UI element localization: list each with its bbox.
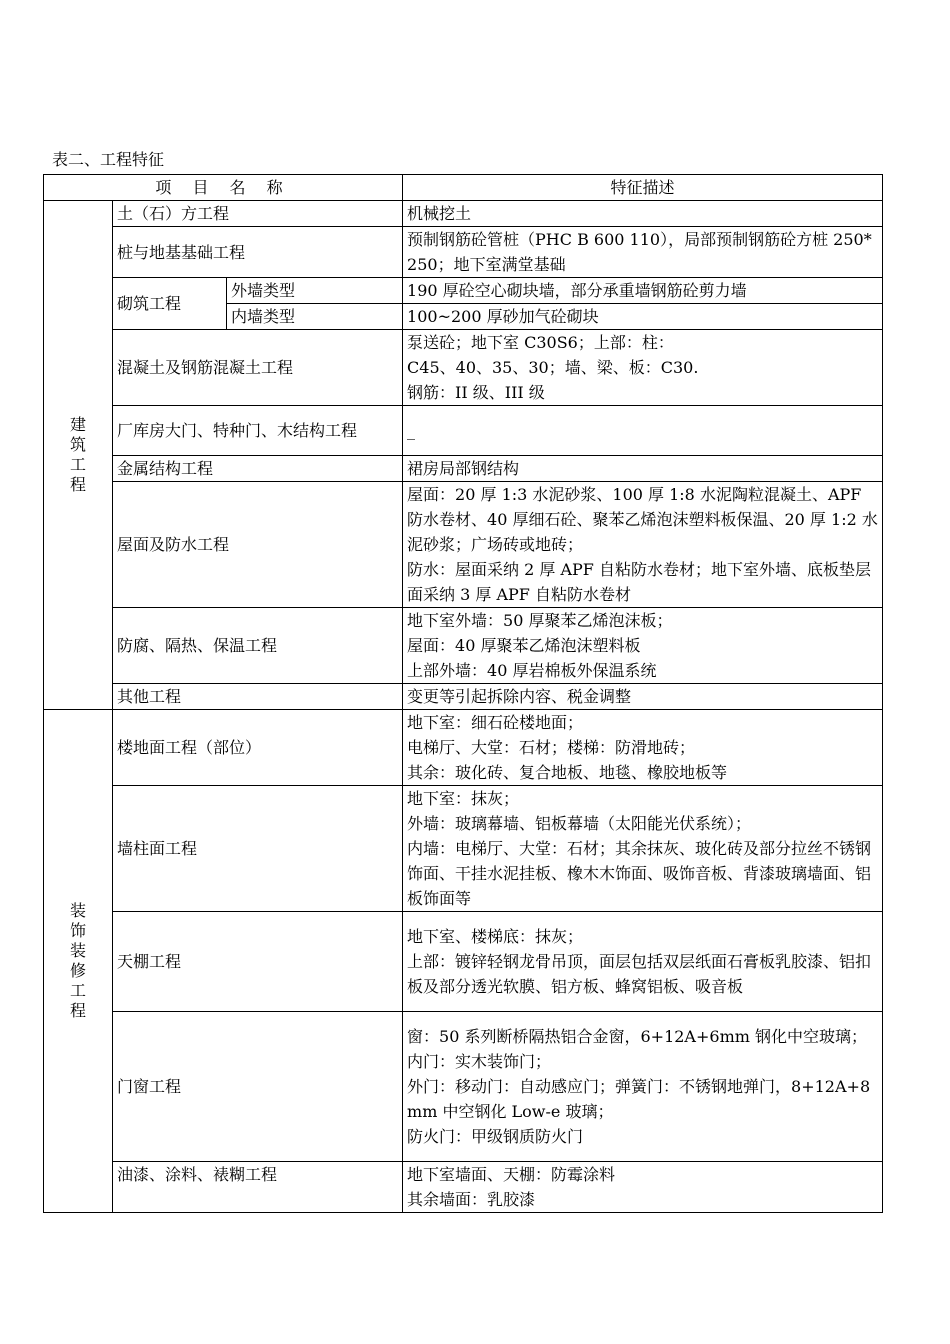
table-row bbox=[44, 1162, 883, 1213]
item-name: 金属结构工程 bbox=[113, 456, 403, 482]
sub-item-name: 外墙类型 bbox=[227, 278, 403, 304]
table-row bbox=[44, 608, 883, 684]
item-name: 油漆、涂料、裱糊工程 bbox=[113, 1162, 403, 1213]
header-item-name: 项 目 名 称 bbox=[44, 175, 403, 201]
item-desc: 屋面：20 厚 1:3 水泥砂浆、100 厚 1:8 水泥陶粒混凝土、APF 防水卷材、40 厚细石砼、聚苯乙烯泡沫塑料板保温、20 厚 1:2 水泥砂浆；广场砖或地砖； 防水：屋面采纳 2 厚 APF 自粘防水卷材；地下室外墙、底板垫层面采纳 3 厚 APF 自粘防水卷材 bbox=[403, 482, 883, 608]
table-row bbox=[44, 227, 883, 278]
table-row bbox=[44, 278, 883, 304]
item-desc: 机械挖土 bbox=[403, 201, 883, 227]
item-name: 混凝土及钢筋混凝土工程 bbox=[113, 330, 403, 406]
item-desc: 190 厚砼空心砌块墙，部分承重墙钢筋砼剪力墙 bbox=[403, 278, 883, 304]
item-name: 墙柱面工程 bbox=[113, 786, 403, 912]
item-desc: 变更等引起拆除内容、税金调整 bbox=[403, 684, 883, 710]
table-row bbox=[44, 786, 883, 912]
table-row bbox=[44, 406, 883, 456]
table-row bbox=[44, 201, 883, 227]
table-row bbox=[44, 912, 883, 1012]
item-desc: 地下室：细石砼楼地面； 电梯厅、大堂：石材；楼梯：防滑地砖； 其余：玻化砖、复合地板、地毯、橡胶地板等 bbox=[403, 710, 883, 786]
item-name: 天棚工程 bbox=[113, 912, 403, 1012]
item-desc: 地下室墙面、天棚：防霉涂料 其余墙面：乳胶漆 bbox=[403, 1162, 883, 1213]
item-desc: _ bbox=[403, 406, 883, 456]
table-row bbox=[44, 710, 883, 786]
engineering-features-table bbox=[43, 174, 883, 1213]
table-row bbox=[44, 684, 883, 710]
item-name: 桩与地基基础工程 bbox=[113, 227, 403, 278]
item-desc: 地下室、楼梯底：抹灰； 上部：镀锌轻钢龙骨吊顶，面层包括双层纸面石膏板乳胶漆、铝扣板及部分透光软膜、铝方板、蜂窝铝板、吸音板 bbox=[403, 912, 883, 1012]
group-label-building: 建筑工程 bbox=[44, 201, 113, 710]
item-desc: 裙房局部钢结构 bbox=[403, 456, 883, 482]
group-label-decoration: 装饰装修工程 bbox=[44, 710, 113, 1213]
item-desc: 窗：50 系列断桥隔热铝合金窗，6+12A+6mm 钢化中空玻璃； 内门：实木装饰门； 外门：移动门：自动感应门；弹簧门：不锈钢地弹门，8+12A+8mm 中空钢化 Low-e 玻璃； 防火门：甲级钢质防火门 bbox=[403, 1012, 883, 1162]
table-row bbox=[44, 330, 883, 406]
item-name: 楼地面工程（部位） bbox=[113, 710, 403, 786]
item-name: 防腐、隔热、保温工程 bbox=[113, 608, 403, 684]
table-caption: 表二、工程特征 bbox=[52, 150, 165, 169]
header-feature-desc: 特征描述 bbox=[403, 175, 883, 201]
table-row bbox=[44, 1012, 883, 1162]
table-row bbox=[44, 482, 883, 608]
table-header-row bbox=[44, 175, 883, 201]
table-row bbox=[44, 456, 883, 482]
item-name: 门窗工程 bbox=[113, 1012, 403, 1162]
item-desc: 100~200 厚砂加气砼砌块 bbox=[403, 304, 883, 330]
item-name: 其他工程 bbox=[113, 684, 403, 710]
item-desc: 预制钢筋砼管桩（PHC B 600 110），局部预制钢筋砼方桩 250*250；地下室满堂基础 bbox=[403, 227, 883, 278]
item-desc: 地下室：抹灰； 外墙：玻璃幕墙、铝板幕墙（太阳能光伏系统）； 内墙：电梯厅、大堂：石材；其余抹灰、玻化砖及部分拉丝不锈钢饰面、干挂水泥挂板、橡木木饰面、吸饰音板、背漆玻璃墙面、铝板饰面等 bbox=[403, 786, 883, 912]
item-name: 砌筑工程 bbox=[113, 278, 227, 330]
sub-item-name: 内墙类型 bbox=[227, 304, 403, 330]
item-desc: 地下室外墙：50 厚聚苯乙烯泡沫板； 屋面：40 厚聚苯乙烯泡沫塑料板 上部外墙：40 厚岩棉板外保温系统 bbox=[403, 608, 883, 684]
item-desc: 泵送砼；地下室 C30S6；上部：柱： C45、40、35、30；墙、梁、板：C30. 钢筋：II 级、III 级 bbox=[403, 330, 883, 406]
item-name: 屋面及防水工程 bbox=[113, 482, 403, 608]
item-name: 土（石）方工程 bbox=[113, 201, 403, 227]
item-name: 厂库房大门、特种门、木结构工程 bbox=[113, 406, 403, 456]
